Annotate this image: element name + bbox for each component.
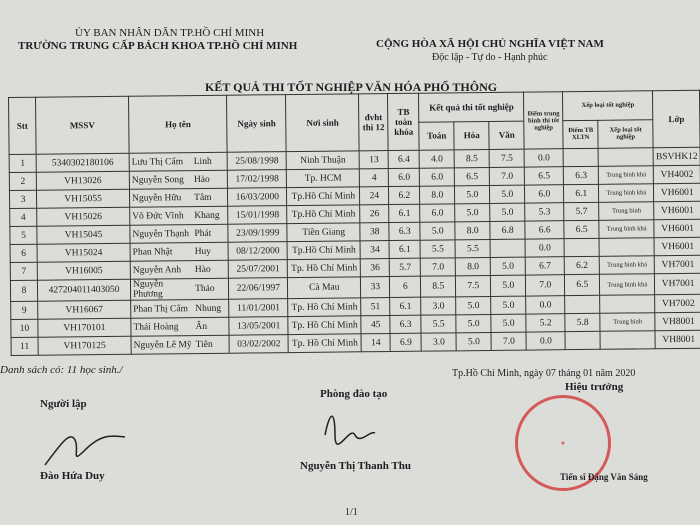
cell: 5.0 bbox=[490, 203, 525, 221]
cell: 13/05/2001 bbox=[229, 317, 288, 336]
maker-name: Đào Hứa Duy bbox=[40, 470, 105, 482]
cell: 6.5 bbox=[565, 274, 600, 295]
cell: 6.3 bbox=[390, 315, 421, 333]
cell: VH7001 bbox=[655, 273, 700, 294]
cell: 6.0 bbox=[420, 168, 455, 186]
training-name: Nguyễn Thị Thanh Thu bbox=[300, 460, 411, 472]
col-ngaysinh: Ngày sinh bbox=[227, 95, 287, 153]
cell: 5 bbox=[10, 226, 37, 244]
cell: 7.0 bbox=[421, 258, 456, 276]
maker-title: Người lập bbox=[40, 398, 87, 410]
cell: 22/06/1997 bbox=[229, 278, 288, 300]
cell: 15/01/1998 bbox=[228, 206, 287, 225]
cell: VH8001 bbox=[655, 312, 700, 330]
cell: VH16067 bbox=[38, 300, 131, 319]
cell: 0.0 bbox=[524, 149, 563, 167]
cell: VH6001 bbox=[654, 183, 700, 201]
cell: 36 bbox=[361, 259, 390, 277]
cell: 5340302180106 bbox=[36, 153, 129, 172]
cell: 13 bbox=[359, 151, 388, 169]
cell: 7.5 bbox=[489, 149, 524, 167]
sign-date: Tp.Hồ Chí Minh, ngày 07 tháng 01 năm 2020 bbox=[452, 368, 636, 379]
cell bbox=[490, 239, 525, 257]
cell: Nguyễn Phương bbox=[130, 279, 193, 301]
cell: 25/07/2001 bbox=[229, 260, 288, 279]
cell: Tp.Hồ Chí Minh bbox=[287, 187, 360, 206]
col-noisinh: Nơi sinh bbox=[286, 94, 360, 152]
cell: 7.0 bbox=[491, 332, 526, 350]
cell: 10 bbox=[11, 319, 38, 337]
cell: 5.0 bbox=[491, 257, 526, 275]
cell: VH6001 bbox=[654, 201, 700, 219]
cell: 6.5 bbox=[564, 220, 599, 238]
school-stamp: ★ bbox=[515, 395, 611, 491]
cell bbox=[600, 331, 655, 350]
cell: 17/02/1998 bbox=[228, 170, 287, 189]
cell: 8.0 bbox=[455, 221, 490, 239]
col-tb: TB toàn khóa bbox=[388, 93, 420, 150]
cell: VH7002 bbox=[655, 294, 700, 312]
cell: Huy bbox=[193, 242, 229, 260]
cell: VH15055 bbox=[36, 189, 129, 208]
cell: 16/03/2000 bbox=[228, 188, 287, 207]
page-number: 1/1 bbox=[345, 507, 358, 518]
cell: Võ Đức Vĩnh bbox=[130, 207, 193, 226]
col-van: Văn bbox=[489, 121, 524, 150]
cell: Cà Mau bbox=[288, 277, 361, 299]
cell: Nguyễn Anh bbox=[130, 261, 193, 280]
cell: Trung bình bbox=[600, 313, 655, 332]
cell: Trung bình khá bbox=[599, 220, 654, 239]
col-hoa: Hóa bbox=[454, 121, 489, 150]
cell: 6.0 bbox=[389, 168, 420, 186]
cell: 5.0 bbox=[456, 332, 491, 350]
cell: 23/09/1999 bbox=[228, 224, 287, 243]
principal-name: Tiến sĩ Đặng Văn Sáng bbox=[560, 472, 648, 482]
school-name: TRƯỜNG TRUNG CẤP BÁCH KHOA TP.HỒ CHÍ MINH bbox=[18, 40, 298, 52]
cell: 03/02/2002 bbox=[229, 335, 288, 354]
results-table bbox=[8, 90, 700, 356]
cell: 6.5 bbox=[455, 167, 490, 185]
cell: 6.3 bbox=[389, 222, 420, 240]
cell: 6.4 bbox=[388, 150, 419, 168]
cell: VH15045 bbox=[37, 225, 130, 244]
cell: 6.1 bbox=[389, 240, 420, 258]
cell: VH7001 bbox=[654, 255, 700, 273]
cell bbox=[565, 295, 600, 313]
cell: 6.3 bbox=[564, 166, 599, 184]
cell bbox=[599, 238, 654, 257]
cell: 14 bbox=[361, 334, 390, 352]
cell: 8.5 bbox=[421, 276, 456, 297]
cell: 5.0 bbox=[491, 296, 526, 314]
cell: 6 bbox=[390, 276, 421, 297]
student-count: Danh sách có: 11 học sinh./ bbox=[0, 364, 123, 376]
cell: 24 bbox=[360, 187, 389, 205]
cell: 4 bbox=[360, 169, 389, 187]
cell: 5.0 bbox=[456, 314, 491, 332]
cell: VH6001 bbox=[654, 237, 700, 255]
cell: Nguyễn Thạnh bbox=[130, 225, 193, 244]
cell bbox=[564, 238, 599, 256]
cell: 5.0 bbox=[491, 314, 526, 332]
cell: Tp. Hồ Chí Minh bbox=[288, 259, 361, 278]
cell: 38 bbox=[360, 223, 389, 241]
national-title: CỘNG HÒA XÃ HỘI CHỦ NGHĨA VIỆT NAM bbox=[376, 38, 604, 50]
col-lop: Lớp bbox=[653, 90, 700, 147]
cell: 5.0 bbox=[420, 222, 455, 240]
cell: VH170101 bbox=[38, 318, 131, 337]
cell: 5.5 bbox=[421, 315, 456, 333]
cell: VH8001 bbox=[655, 330, 700, 348]
cell: 5.7 bbox=[564, 202, 599, 220]
col-ketqua: Kết quả thi tốt nghiệp bbox=[419, 92, 524, 122]
cell: BSVHK12 bbox=[653, 147, 700, 165]
col-diemxl: Điểm TB XLTN bbox=[563, 120, 598, 149]
cell: 3.0 bbox=[421, 297, 456, 315]
cell: 6.1 bbox=[390, 297, 421, 315]
cell: 6.5 bbox=[525, 167, 564, 185]
cell: 34 bbox=[360, 241, 389, 259]
cell: Tâm bbox=[192, 188, 228, 206]
cell: 7.0 bbox=[490, 167, 525, 185]
cell: 6.6 bbox=[525, 221, 564, 239]
cell: Tp. Hồ Chí Minh bbox=[288, 316, 361, 335]
cell: 4 bbox=[10, 208, 37, 226]
cell: 51 bbox=[361, 298, 390, 316]
cell: 427204011403050 bbox=[37, 279, 130, 301]
national-motto: Độc lập - Tự do - Hạnh phúc bbox=[432, 52, 548, 63]
cell: VH15024 bbox=[37, 243, 130, 262]
cell: 0.0 bbox=[526, 296, 565, 314]
cell: Tp. Hồ Chí Minh bbox=[288, 334, 361, 353]
cell: 08/12/2000 bbox=[228, 242, 287, 261]
cell bbox=[598, 148, 653, 167]
col-dtb: Điểm trung bình thi tốt nghiệp bbox=[524, 92, 564, 149]
cell: VH170125 bbox=[38, 336, 131, 355]
cell: Ninh Thuận bbox=[286, 151, 359, 170]
cell: Trung bình khá bbox=[599, 166, 654, 185]
cell bbox=[565, 331, 600, 349]
cell: Trung bình bbox=[599, 202, 654, 221]
cell: 8.5 bbox=[454, 149, 489, 167]
cell: 6.1 bbox=[389, 204, 420, 222]
col-toan: Toán bbox=[419, 121, 454, 150]
cell: 7 bbox=[10, 262, 37, 280]
cell: 8 bbox=[10, 280, 37, 301]
cell: 6.0 bbox=[420, 204, 455, 222]
cell: Thái Hoàng bbox=[131, 318, 194, 337]
cell: 1 bbox=[9, 154, 36, 172]
cell: Thảo bbox=[193, 278, 229, 299]
cell: 5.0 bbox=[455, 185, 490, 203]
cell: Khang bbox=[192, 206, 228, 224]
cell: 6.9 bbox=[390, 333, 421, 351]
cell: 0.0 bbox=[525, 239, 564, 257]
cell: Lưu Thị Cẩm bbox=[129, 153, 192, 172]
col-xeploai-group: Xếp loại tốt nghiệp bbox=[563, 91, 653, 120]
cell: 3.0 bbox=[421, 333, 456, 351]
cell: 6.0 bbox=[525, 185, 564, 203]
cell: 5.0 bbox=[455, 203, 490, 221]
cell: 5.2 bbox=[526, 314, 565, 332]
cell: 6.2 bbox=[389, 186, 420, 204]
cell: Trung bình khá bbox=[599, 184, 654, 203]
cell: Nguyễn Hữu bbox=[129, 189, 192, 208]
cell: 11/01/2001 bbox=[229, 299, 288, 318]
cell: VH4002 bbox=[654, 165, 700, 183]
cell: Trung bình khá bbox=[599, 256, 654, 275]
cell: Tiền Giang bbox=[287, 223, 360, 242]
cell: VH6001 bbox=[654, 219, 700, 237]
cell bbox=[600, 295, 655, 314]
cell: 6.1 bbox=[564, 184, 599, 202]
cell: 0.0 bbox=[526, 332, 565, 350]
cell: 7.0 bbox=[526, 275, 565, 296]
cell: 5.0 bbox=[456, 296, 491, 314]
cell: Nguyễn Lê Mỹ bbox=[131, 336, 194, 355]
cell: Tiên bbox=[194, 335, 230, 353]
cell: Linh bbox=[192, 152, 228, 170]
cell: 25/08/1998 bbox=[227, 152, 286, 171]
cell: 5.0 bbox=[490, 185, 525, 203]
cell: 4.0 bbox=[419, 150, 454, 168]
document-title: KẾT QUẢ THI TỐT NGHIỆP VĂN HÓA PHỔ THÔNG bbox=[205, 80, 498, 94]
training-signature bbox=[320, 405, 380, 445]
cell: 8.0 bbox=[456, 257, 491, 275]
cell: 11 bbox=[11, 337, 38, 355]
cell: Nguyễn Song bbox=[129, 171, 192, 190]
cell: Ân bbox=[193, 317, 229, 335]
maker-signature bbox=[40, 425, 130, 470]
cell: 6.8 bbox=[490, 221, 525, 239]
principal-title: Hiệu trưởng bbox=[565, 381, 624, 393]
col-mssv: MSSV bbox=[36, 96, 130, 154]
cell: 5.0 bbox=[491, 275, 526, 296]
cell: 5.5 bbox=[420, 240, 455, 258]
cell: 26 bbox=[360, 205, 389, 223]
cell: VH15026 bbox=[37, 207, 130, 226]
cell: 45 bbox=[361, 316, 390, 334]
cell: Tp.Hồ Chí Minh bbox=[287, 241, 360, 260]
col-stt: Stt bbox=[9, 97, 37, 154]
cell: 2 bbox=[9, 172, 36, 190]
cell: VH13026 bbox=[36, 171, 129, 190]
cell: Tp.Hồ Chí Minh bbox=[287, 205, 360, 224]
cell: Trung bình khá bbox=[600, 274, 655, 296]
cell: 3 bbox=[9, 190, 36, 208]
cell: Tp. HCM bbox=[287, 169, 360, 188]
cell: 5.5 bbox=[455, 239, 490, 257]
col-xeploai: Xếp loại tốt nghiệp bbox=[598, 119, 653, 148]
cell: Hào bbox=[193, 260, 229, 278]
cell: Tp. Hồ Chí Minh bbox=[288, 298, 361, 317]
cell: 6.2 bbox=[564, 256, 599, 274]
cell bbox=[563, 148, 598, 166]
col-hoten: Họ tên bbox=[128, 95, 227, 153]
cell: VH16005 bbox=[37, 261, 130, 280]
col-dvht: đvht thi 12 bbox=[359, 94, 389, 151]
cell: 6 bbox=[10, 244, 37, 262]
cell: 7.5 bbox=[456, 275, 491, 296]
cell: Phan Thị Cẩm bbox=[131, 300, 194, 319]
cell: 5.3 bbox=[525, 203, 564, 221]
training-title: Phòng đào tạo bbox=[320, 388, 388, 400]
cell: Hảo bbox=[192, 170, 228, 188]
cell: 33 bbox=[361, 277, 390, 298]
cell: Phan Nhật bbox=[130, 243, 193, 262]
agency-name: ỦY BAN NHÂN DÂN TP.HỒ CHÍ MINH bbox=[75, 27, 265, 39]
cell: 5.8 bbox=[565, 313, 600, 331]
cell: Phát bbox=[192, 224, 228, 242]
cell: Nhung bbox=[193, 299, 229, 317]
cell: 9 bbox=[11, 301, 38, 319]
cell: 6.7 bbox=[526, 257, 565, 275]
cell: 5.7 bbox=[390, 258, 421, 276]
cell: 8.0 bbox=[420, 186, 455, 204]
